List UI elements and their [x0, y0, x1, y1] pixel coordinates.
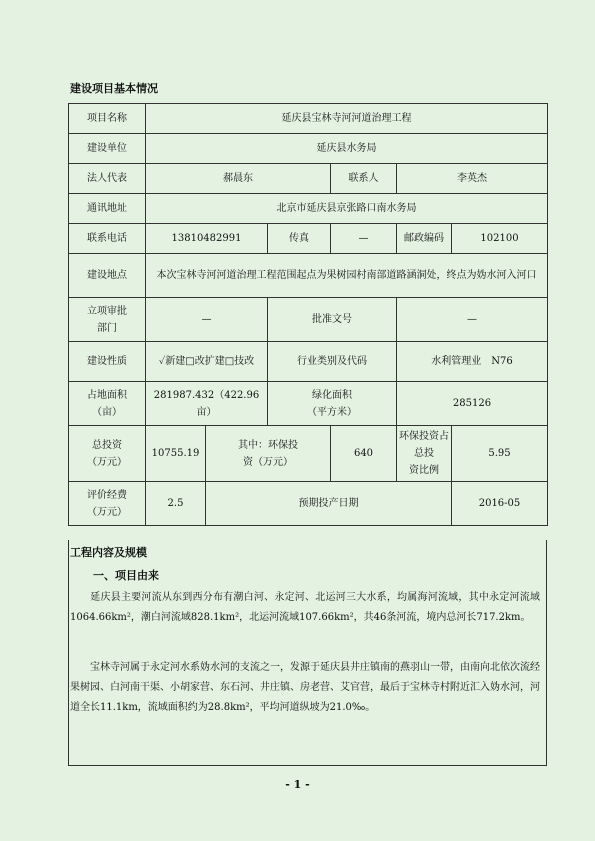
value-location: 本次宝林寺河河道治理工程范围起点为果树园村南部道路涵洞处，终点为妫水河入河口	[146, 254, 548, 298]
label-approval-dept	[69, 298, 146, 342]
value-approval-dept: —	[146, 298, 268, 342]
value-green: 285126	[397, 382, 548, 426]
label-invest	[69, 426, 146, 482]
value-address: 北京市延庆县京张路口南水务局	[146, 194, 548, 224]
label-area	[69, 382, 146, 426]
row-address	[69, 194, 548, 224]
label-area-line1: 占地面积	[87, 389, 127, 401]
label-green-line1: 绿化面积	[312, 389, 352, 401]
value-phone: 13810482991	[146, 224, 268, 254]
label-approval-no: 批准文号	[268, 298, 397, 342]
label-address: 通讯地址	[69, 194, 146, 224]
row-approval	[69, 298, 548, 342]
value-contact: 李英杰	[397, 164, 548, 194]
row-nature	[69, 342, 548, 382]
value-eval-fee: 2.5	[146, 482, 206, 526]
label-invest-line1: 总投资	[92, 439, 122, 451]
label-start-date: 预期投产日期	[206, 482, 452, 526]
label-env-ratio-line1: 环保投资占总投	[399, 431, 449, 459]
label-env-invest-line2: 资（万元）	[243, 456, 293, 468]
label-contact: 联系人	[331, 164, 397, 194]
label-nature: 建设性质	[69, 342, 146, 382]
label-invest-line2: （万元）	[87, 456, 127, 468]
section-title: 建设项目基本情况	[70, 82, 158, 95]
value-env-invest: 640	[331, 426, 397, 482]
page-number: - 1 -	[285, 778, 310, 791]
label-industry: 行业类别及代码	[268, 342, 397, 382]
row-invest	[69, 426, 548, 482]
label-env-ratio-line2: 资比例	[409, 465, 439, 476]
label-env-invest-line1: 其中：环保投	[238, 439, 298, 451]
label-fax: 传真	[268, 224, 331, 254]
label-eval-fee-line1: 评价经费	[87, 489, 127, 501]
value-start-date: 2016-05	[452, 482, 548, 526]
paragraph-2-text: 宝林寺河属于永定河水系妫水河的支流之一，发源于延庆县井庄镇南的燕羽山一带，由南向北依次流经果树园、白河南干渠、小胡家营、东石河、井庄镇、房老营、艾官营，最后于宝林寺村附近汇入妫水河，河道全长11.1km，流域面积约为28.8km²，平均河道纵坡为21.0‰。	[70, 662, 540, 713]
label-area-line2: （亩）	[92, 406, 122, 418]
value-builder: 延庆县水务局	[146, 134, 548, 164]
value-nature: ✓新建□改扩建□技改	[146, 342, 268, 382]
content-heading: 工程内容及规模	[70, 546, 147, 559]
row-legal-rep	[69, 164, 548, 194]
value-invest: 10755.19	[146, 426, 206, 482]
label-location: 建设地点	[69, 254, 146, 298]
row-eval-fee	[69, 482, 548, 526]
paragraph-1-text: 延庆县主要河流从东到西分布有潮白河、永定河、北运河三大水系，均属海河流域，其中永定河流域1064.66km²，潮白河流域828.1km²，北运河流域107.66km²，共46条河流，境内总河长717.2km。	[70, 592, 540, 623]
value-project-name: 延庆县宝林寺河河道治理工程	[146, 104, 548, 134]
label-builder: 建设单位	[69, 134, 146, 164]
project-info-table	[68, 103, 548, 526]
label-postcode: 邮政编码	[397, 224, 452, 254]
label-env-ratio	[397, 426, 452, 482]
row-phone	[69, 224, 548, 254]
paragraph-2	[70, 658, 540, 718]
value-area: 281987.432（422.96 亩）	[146, 382, 268, 426]
label-eval-fee	[69, 482, 146, 526]
label-green-line2: （平方米）	[307, 406, 357, 418]
row-project-name	[69, 104, 548, 134]
value-env-ratio: 5.95	[452, 426, 548, 482]
value-approval-no: —	[397, 298, 548, 342]
paragraph-1	[70, 588, 540, 628]
label-project-name: 项目名称	[69, 104, 146, 134]
value-postcode: 102100	[452, 224, 548, 254]
label-green	[268, 382, 397, 426]
row-builder	[69, 134, 548, 164]
row-location	[69, 254, 548, 298]
row-area	[69, 382, 548, 426]
label-env-invest	[206, 426, 331, 482]
value-industry: 水利管理业 N76	[397, 342, 548, 382]
content-subheading: 一、项目由来	[93, 569, 159, 582]
label-approval-dept-line2: 部门	[97, 322, 117, 334]
label-eval-fee-line2: （万元）	[87, 506, 127, 518]
value-fax: —	[331, 224, 397, 254]
label-phone: 联系电话	[69, 224, 146, 254]
value-legal-rep: 郝晨东	[146, 164, 331, 194]
label-approval-dept-line1: 立项审批	[87, 305, 127, 317]
label-legal-rep: 法人代表	[69, 164, 146, 194]
